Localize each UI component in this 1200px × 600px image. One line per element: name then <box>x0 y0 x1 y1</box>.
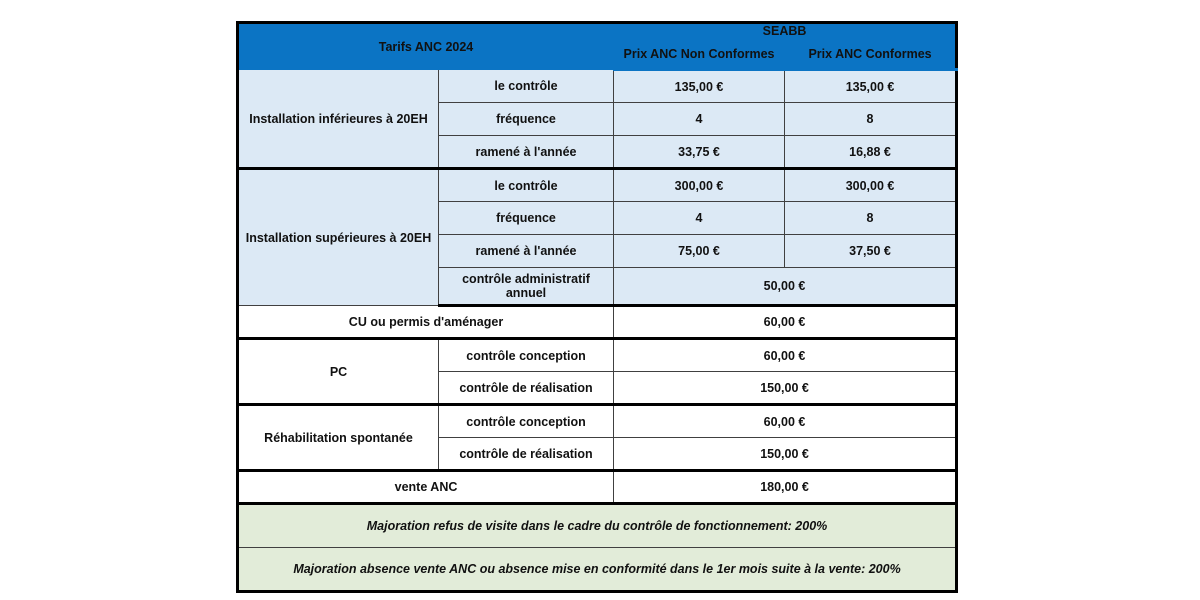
table-row <box>238 306 957 339</box>
table-row <box>238 169 957 202</box>
cell-merged-value: 60,00 € <box>614 405 957 438</box>
table-row <box>238 471 957 504</box>
cell-conformes: 8 <box>785 202 957 235</box>
cell-merged-value: 150,00 € <box>614 372 957 405</box>
table-header-row-1 <box>238 23 957 39</box>
cell-conformes: 300,00 € <box>785 169 957 202</box>
cell-non-conformes: 75,00 € <box>614 235 785 268</box>
cell-non-conformes: 33,75 € <box>614 136 785 169</box>
section-label-superieures: Installation supérieures à 20EH <box>238 169 439 306</box>
table-row <box>238 70 957 103</box>
cell-conformes: 135,00 € <box>785 70 957 103</box>
header-group-seabb: SEABB <box>614 23 957 39</box>
row-label: le contrôle <box>439 70 614 103</box>
header-col-non-conformes: Prix ANC Non Conformes <box>614 39 785 70</box>
row-label: ramené à l'année <box>439 235 614 268</box>
cell-merged-value: 50,00 € <box>614 268 957 306</box>
row-label: fréquence <box>439 103 614 136</box>
section-label-pc: PC <box>238 339 439 405</box>
tarifs-anc-table <box>236 21 958 593</box>
row-label: contrôle de réalisation <box>439 372 614 405</box>
row-label: fréquence <box>439 202 614 235</box>
note-row <box>238 548 957 592</box>
table-title-cell: Tarifs ANC 2024 <box>238 23 614 70</box>
row-label: contrôle de réalisation <box>439 438 614 471</box>
note-majoration-refus-visite: Majoration refus de visite dans le cadre du contrôle de fonctionnement: 200% <box>238 504 957 548</box>
cell-non-conformes: 4 <box>614 202 785 235</box>
table-row <box>238 339 957 372</box>
table-row <box>238 405 957 438</box>
row-label: contrôle conception <box>439 339 614 372</box>
row-label-controle-administratif: contrôle administratif annuel <box>439 268 614 306</box>
cell-non-conformes: 135,00 € <box>614 70 785 103</box>
section-label-inferieures: Installation inférieures à 20EH <box>238 70 439 169</box>
row-label-vente-anc: vente ANC <box>238 471 614 504</box>
row-label: le contrôle <box>439 169 614 202</box>
cell-merged-value: 60,00 € <box>614 339 957 372</box>
cell-conformes: 16,88 € <box>785 136 957 169</box>
section-label-rehabilitation: Réhabilitation spontanée <box>238 405 439 471</box>
row-label: ramené à l'année <box>439 136 614 169</box>
header-col-conformes: Prix ANC Conformes <box>785 39 957 70</box>
cell-conformes: 37,50 € <box>785 235 957 268</box>
cell-conformes: 8 <box>785 103 957 136</box>
note-row <box>238 504 957 548</box>
cell-merged-value: 150,00 € <box>614 438 957 471</box>
cell-non-conformes: 300,00 € <box>614 169 785 202</box>
note-majoration-vente-anc: Majoration absence vente ANC ou absence mise en conformité dans le 1er mois suite à la vente: 200% <box>238 548 957 592</box>
row-label-cu-permis: CU ou permis d'aménager <box>238 306 614 339</box>
cell-merged-value: 180,00 € <box>614 471 957 504</box>
row-label: contrôle conception <box>439 405 614 438</box>
cell-merged-value: 60,00 € <box>614 306 957 339</box>
cell-non-conformes: 4 <box>614 103 785 136</box>
